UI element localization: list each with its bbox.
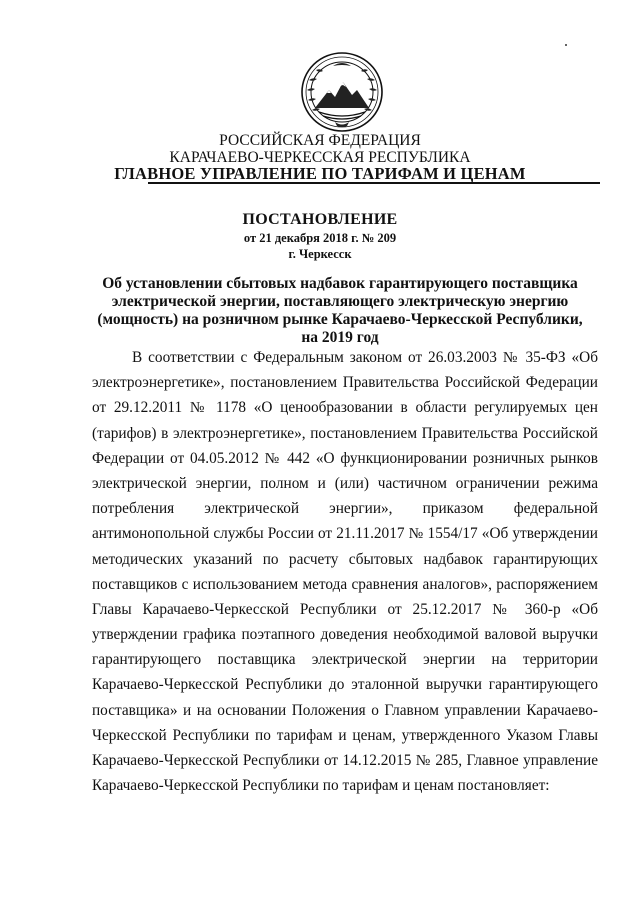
document-title	[90, 275, 590, 347]
header-country: РОССИЙСКАЯ ФЕДЕРАЦИЯ	[219, 132, 421, 149]
body-line: Главы Карачаево-Черкесской Республики от 25.12.2017 № 360-р «Об	[92, 600, 598, 618]
body-line: потребления электрической энергии», приказом федеральной	[92, 500, 598, 518]
body-line: антимонопольной службы России от 21.11.2017 № 1554/17 «Об утверждении	[92, 525, 598, 543]
scan-speck	[565, 44, 567, 46]
body-line: утверждении графика поэтапного доведения необходимой валовой выручки	[92, 626, 598, 644]
document-body	[92, 345, 598, 798]
document-type: ПОСТАНОВЛЕНИЕ	[242, 211, 398, 228]
title-line: Об установлении сбытовых надбавок гарантирующего поставщика	[102, 275, 578, 292]
body-line: гарантирующего поставщика электрической энергии на территории	[92, 651, 598, 669]
body-line: электроэнергетике», постановлением Правительства Российской Федерации	[92, 374, 598, 392]
body-line: электрической энергии, полном и (или) частичном ограничении режима	[92, 474, 598, 492]
coat-of-arms-icon	[299, 50, 385, 134]
header-authority: ГЛАВНОЕ УПРАВЛЕНИЕ ПО ТАРИФАМ И ЦЕНАМ	[114, 164, 526, 183]
body-line: Карачаево-Черкесской Республики по тарифам и ценам постановляет:	[92, 777, 550, 795]
body-line: (тарифов) в электроэнергетике», постановлением Правительства Российской	[92, 424, 598, 442]
title-line: на 2019 год	[301, 329, 379, 346]
body-line: В соответствии с Федеральным законом от 26.03.2003 № 35-ФЗ «Об	[132, 349, 598, 366]
body-line: от 29.12.2011 № 1178 «О ценообразовании в области регулируемых цен	[92, 399, 598, 417]
header-divider	[148, 182, 600, 184]
body-line: Федерации от 04.05.2012 № 442 «О функционировании розничных рынков	[92, 449, 598, 467]
body-line: поставщиков с использованием метода сравнения аналогов», распоряжением	[92, 575, 598, 593]
body-line: Карачаево-Черкесской Республики до эталонной выручки гарантирующего	[92, 676, 598, 694]
title-line: (мощность) на розничном рынке Карачаево-Черкесской Республики,	[97, 311, 583, 328]
document-date-number: от 21 декабря 2018 г. № 209	[243, 231, 397, 245]
body-line: Черкесской Республики по тарифам и ценам, утвержденного Указом Главы	[92, 726, 598, 744]
header-republic: КАРАЧАЕВО-ЧЕРКЕССКАЯ РЕСПУБЛИКА	[169, 149, 471, 166]
body-line: методических указаний по расчету сбытовых надбавок гарантирующих	[92, 550, 598, 568]
document-city: г. Черкесск	[288, 247, 352, 261]
title-line: электрической энергии, поставляющего электрическую энергию	[111, 293, 569, 310]
body-line: поставщика» и на основании Положения о Главном управлении Карачаево-	[92, 701, 598, 719]
body-line: Карачаево-Черкесской Республики от 14.12.2015 № 285, Главное управление	[92, 752, 598, 769]
